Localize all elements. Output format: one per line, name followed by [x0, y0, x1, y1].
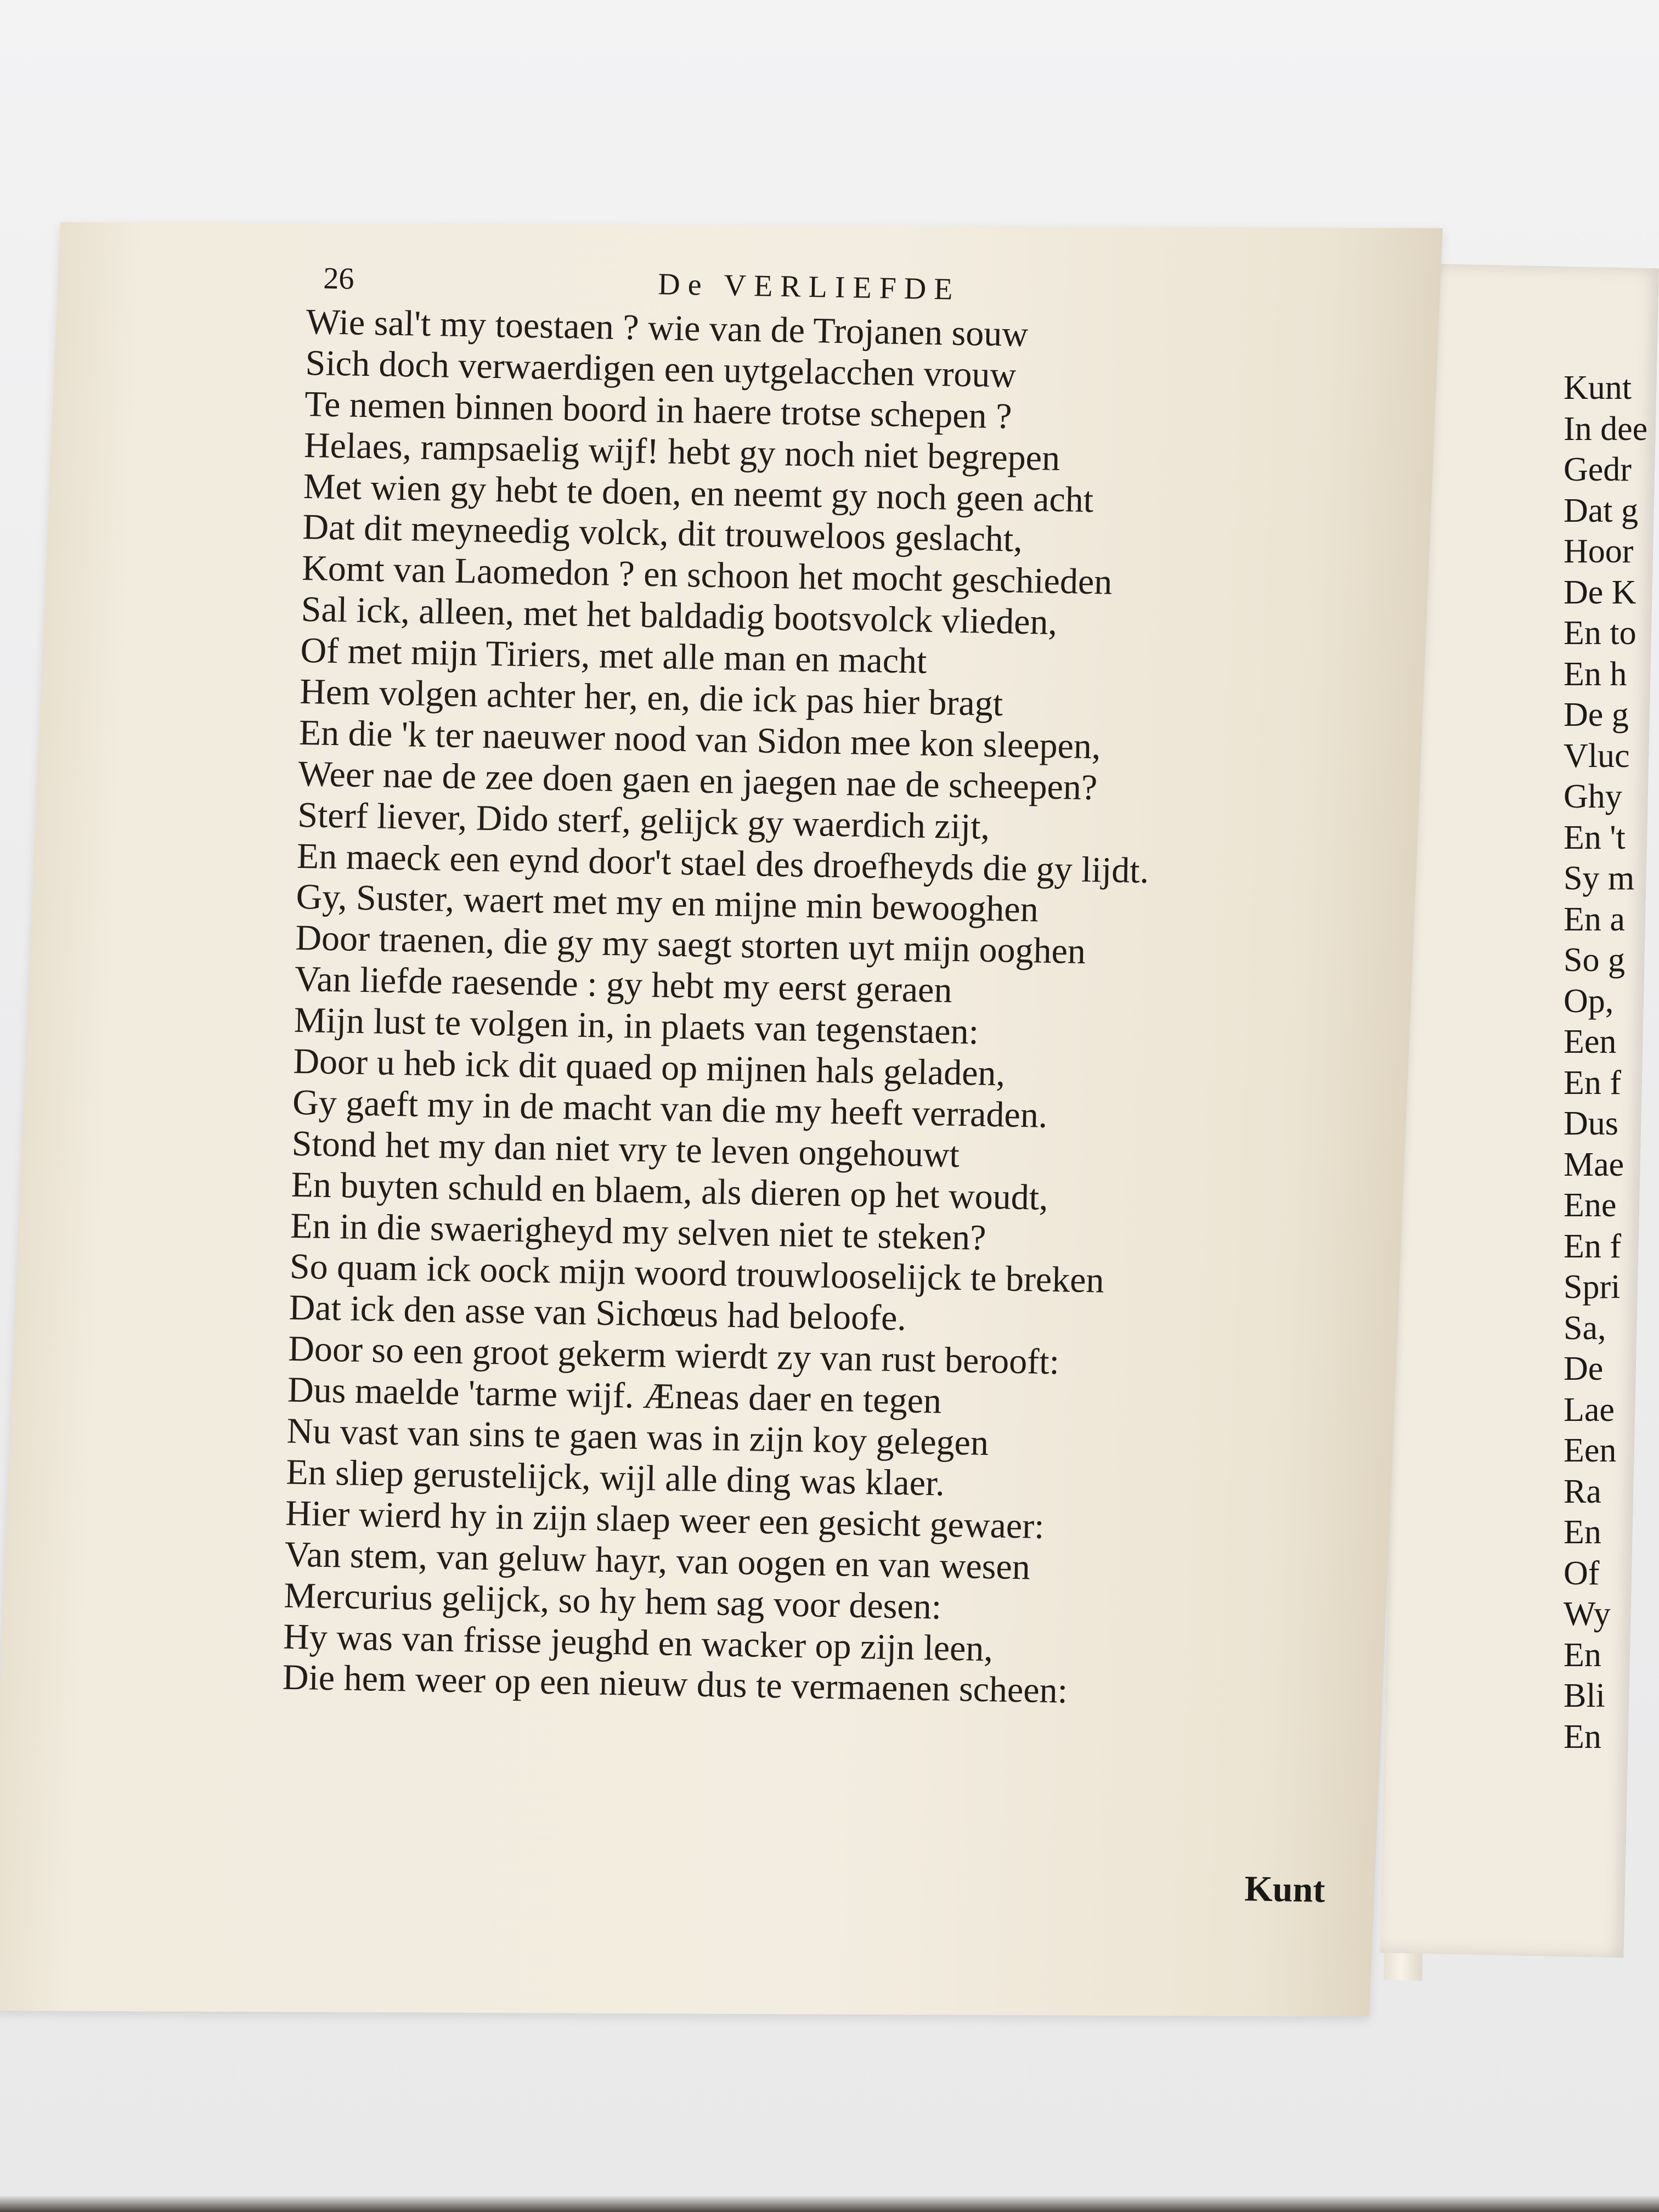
- facing-page-line: En f: [1564, 1064, 1622, 1102]
- facing-page-line: Een: [1564, 1432, 1617, 1469]
- facing-page-line: De: [1564, 1350, 1604, 1387]
- facing-page-line: Hoor: [1564, 533, 1634, 570]
- facing-page-line: De K: [1564, 573, 1637, 611]
- catchword: Kunt: [1244, 1869, 1325, 1910]
- facing-page-line: Kunt: [1564, 369, 1632, 407]
- facing-page-line: Dat g: [1564, 492, 1639, 529]
- facing-page-line: En: [1564, 1514, 1601, 1551]
- verse-line: Die hem weer op een nieuw dus te vermaenen scheen:: [282, 1657, 1068, 1711]
- verse-line: Door so een groot gekerm wierdt zy van rust berooft:: [287, 1328, 1060, 1383]
- verse-line: En buyten schuld en blaem, als dieren op het woudt,: [290, 1164, 1049, 1218]
- facing-page-line: Of: [1564, 1554, 1600, 1592]
- verse-line: Te nemen binnen boord in haere trotse schepen ?: [304, 383, 1013, 437]
- facing-page-line: Spri: [1564, 1268, 1621, 1306]
- verse-line: So quam ick oock mijn woord trouwlooselijck te breken: [289, 1246, 1105, 1301]
- verse-line: Helaes, rampsaelig wijf! hebt gy noch niet begrepen: [303, 425, 1060, 478]
- verse-text: [282, 302, 1398, 1718]
- verse-line: Stond het my dan niet vry te leven ongehouwt: [291, 1123, 960, 1175]
- verse-line: Nu vast van sins te gaen was in zijn koy gelegen: [286, 1410, 989, 1464]
- facing-page-line: Sa,: [1564, 1309, 1606, 1347]
- verse-line: Hy was van frisse jeughd en wacker op zijn leen,: [283, 1616, 994, 1669]
- verse-line: Met wien gy hebt te doen, en neemt gy noch geen acht: [303, 466, 1094, 520]
- facing-page-line: Ra: [1564, 1472, 1601, 1510]
- facing-page-line: Ghy: [1564, 778, 1622, 815]
- facing-page-line: Sy m: [1564, 860, 1635, 897]
- facing-page-line: Gedr: [1564, 451, 1632, 488]
- verse-line: Of met mijn Tiriers, met alle man en macht: [300, 630, 928, 681]
- facing-page-line: Bli: [1564, 1677, 1605, 1714]
- facing-page-line: Mae: [1564, 1146, 1624, 1183]
- table-edge: [0, 2196, 1659, 2212]
- verse-line: En sliep gerustelijck, wijl alle ding was klaer.: [285, 1452, 945, 1504]
- verse-line: Hem volgen achter her, en, die ick pas hier bragt: [299, 671, 1003, 724]
- facing-page-text: [1564, 368, 1659, 1757]
- facing-page-line: En a: [1564, 900, 1625, 938]
- verse-line: En maeck een eynd door't stael des droefheyds die gy lijdt.: [296, 836, 1149, 891]
- verse-line: En in die swaerigheyd my selven niet te steken?: [290, 1205, 987, 1258]
- facing-page-line: De g: [1564, 696, 1629, 733]
- verse-line: Weer nae de zee doen gaen en jaegen nae de scheepen?: [298, 753, 1098, 808]
- verse-line: Gy gaeft my in de macht van die my heeft verraden.: [292, 1082, 1048, 1136]
- verse-line: Dat ick den asse van Sichœus had beloofe.: [289, 1288, 907, 1339]
- facing-page-line: Ene: [1564, 1187, 1617, 1224]
- verse-line: Komt van Laomedon ? en schoon het mocht geschieden: [301, 548, 1113, 603]
- verse-line: Dat dit meyneedig volck, dit trouweloos geslacht,: [302, 507, 1023, 560]
- page-number: 26: [323, 261, 354, 296]
- verse-line: Sal ick, alleen, met het baldadig bootsvolck vlieden,: [301, 589, 1058, 643]
- facing-page-line: En: [1564, 1718, 1601, 1756]
- facing-page-line: So g: [1564, 941, 1625, 979]
- verse-line: Van stem, van geluw hayr, van oogen en van wesen: [284, 1534, 1031, 1588]
- verse-line: Sich doch verwaerdigen een uytgelacchen vrouw: [305, 342, 1017, 396]
- verse-line: Sterf liever, Dido sterf, gelijck gy waerdich zijt,: [297, 794, 990, 847]
- facing-page-line: Wy: [1564, 1595, 1611, 1633]
- verse-line: Hier wierd hy in zijn slaep weer een gesicht gewaer:: [285, 1493, 1045, 1547]
- verse-line: Dus maelde 'tarme wijf. Æneas daer en tegen: [287, 1369, 942, 1421]
- facing-page-line: Dus: [1564, 1105, 1618, 1142]
- facing-page-line: Lae: [1564, 1391, 1615, 1429]
- facing-page-line: Vluc: [1564, 737, 1630, 775]
- facing-page-line: In dee: [1564, 410, 1648, 448]
- verse-line: Mijn lust te volgen in, in plaets van tegenstaen:: [294, 1000, 979, 1052]
- verse-line: Wie sal't my toestaen ? wie van de Trojanen souw: [306, 301, 1029, 354]
- verse-line: Mercurius gelijck, so hy hem sag voor desen:: [283, 1575, 942, 1627]
- facing-page-line: Een: [1564, 1023, 1617, 1060]
- facing-page-line: En f: [1564, 1227, 1622, 1265]
- verse-line: Gy, Suster, waert met my en mijne min bewooghen: [296, 877, 1039, 930]
- running-title: De VERLIEFDE: [657, 267, 961, 307]
- verse-line: Door traenen, die gy my saegt storten uyt mijn ooghen: [295, 918, 1086, 972]
- verse-line: Van liefde raesende : gy hebt my eerst geraen: [294, 959, 953, 1011]
- facing-page-line: En 't: [1564, 819, 1626, 856]
- facing-page-line: Op,: [1564, 982, 1614, 1020]
- verse-line: En die 'k ter naeuwer nood van Sidon mee kon sleepen,: [298, 712, 1102, 767]
- facing-page-line: En: [1564, 1636, 1601, 1674]
- facing-page-line: En h: [1564, 655, 1627, 693]
- verse-line: Door u heb ick dit quaed op mijnen hals geladen,: [292, 1041, 1006, 1094]
- facing-page-line: En to: [1564, 614, 1637, 652]
